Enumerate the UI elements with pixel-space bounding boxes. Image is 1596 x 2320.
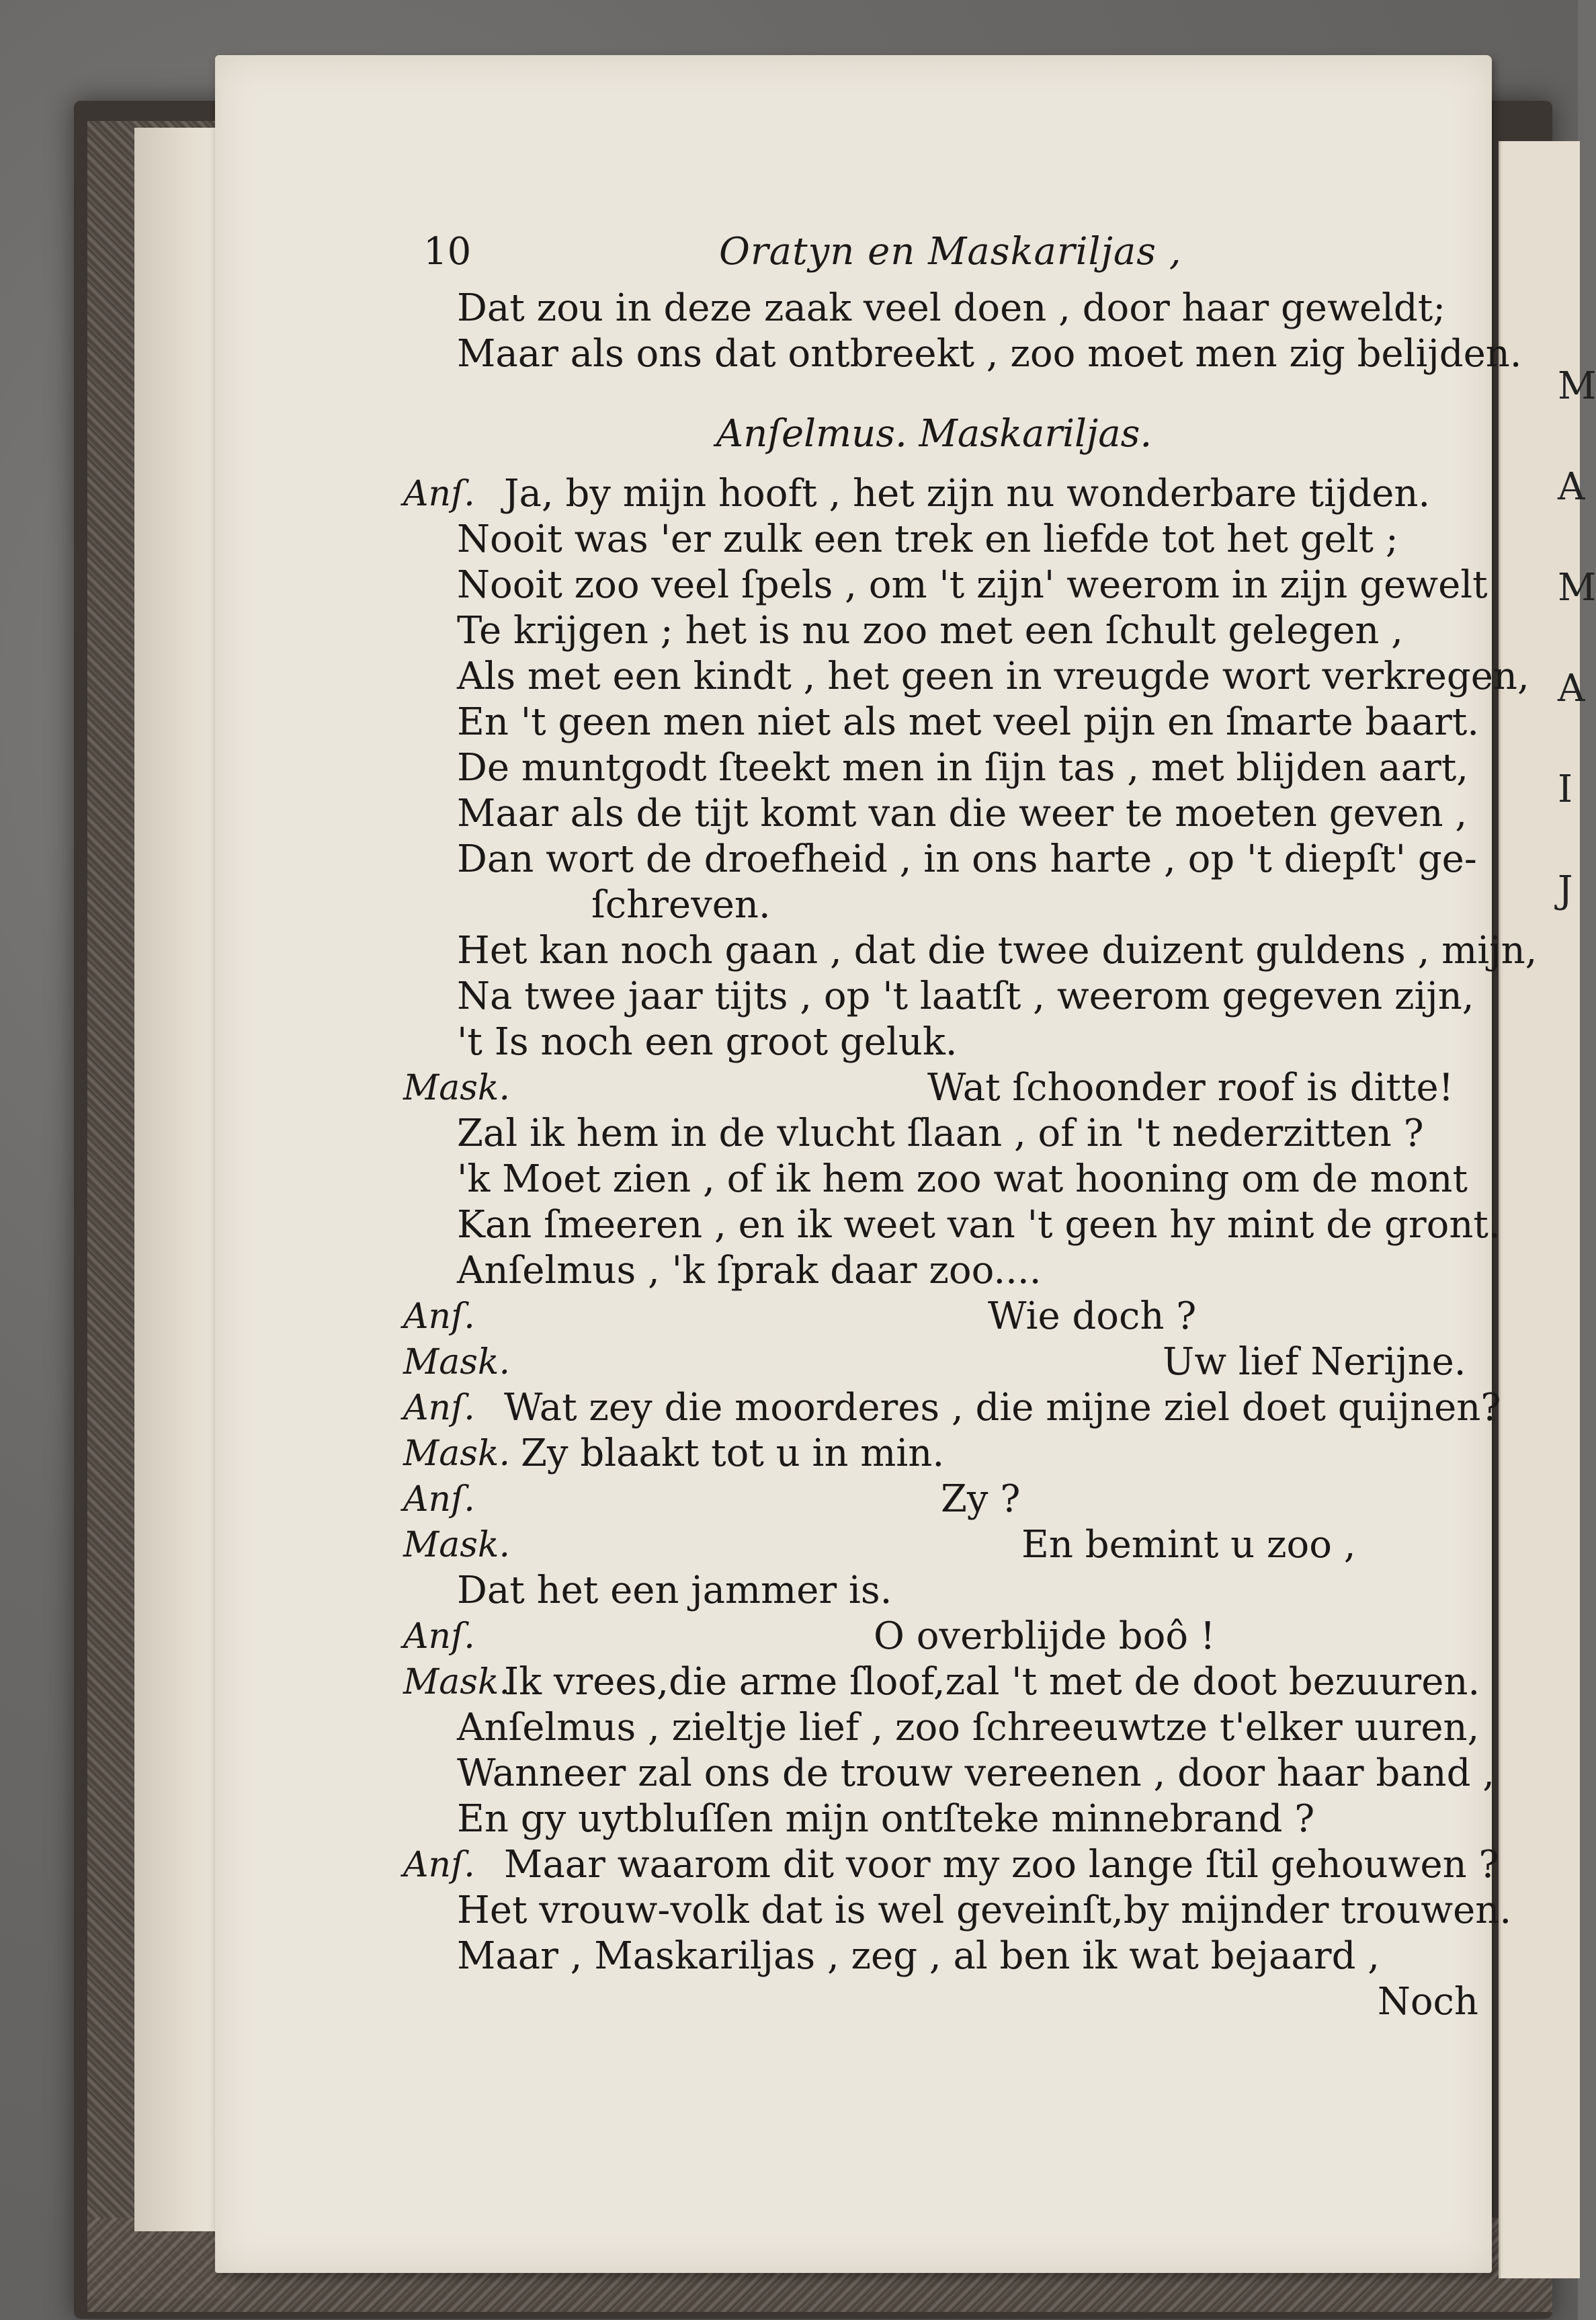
verse-line bbox=[403, 791, 1505, 837]
verse-text-span: Het kan noch gaan , dat die twee duizent guldens , mijn, bbox=[457, 929, 1538, 972]
verse-text-span: ſchreven. bbox=[591, 883, 771, 927]
verse-text-span: Anſelmus , zieltje lief , zoo ſchreeuwtze t'elker uuren, bbox=[457, 1706, 1480, 1749]
verse-text-span: De muntgodt ſteekt men in ſijn tas , met blijden aart, bbox=[457, 746, 1469, 790]
verse-text-span: Dan wort de droefheid , in ons harte , op 't diepſt' ge- bbox=[457, 837, 1477, 881]
verse-line bbox=[403, 1568, 1505, 1614]
verse-text-span: Wanneer zal ons de trouw vereenen , door haar band , bbox=[457, 1751, 1495, 1795]
verse-line bbox=[403, 1522, 1505, 1568]
verse-text-span: En bemint u zoo , bbox=[1021, 1523, 1356, 1567]
verse-text-span: Het vrouw-volk dat is wel geveinſt,by mijnder trouwen. bbox=[457, 1889, 1512, 1932]
verse-text-span: Ik vrees,die arme ſloof,zal 't met de doot bezuuren. bbox=[504, 1660, 1480, 1704]
verse-text-span: Wat ſchoonder roof is ditte! bbox=[927, 1066, 1454, 1110]
verse-line bbox=[403, 563, 1505, 608]
verse-line bbox=[403, 286, 1505, 331]
verse-text-span: Maar als ons dat ontbreekt , zoo moet men zig belijden. bbox=[457, 332, 1522, 376]
verse-text-span: Maar waarom dit voor my zoo lange ſtil gehouwen ? bbox=[504, 1843, 1499, 1887]
verse-text-span: Zal ik hem in de vlucht ſlaan , of in 't nederzitten ? bbox=[457, 1112, 1424, 1155]
verse-text bbox=[403, 286, 1538, 2025]
verse-text-span: Wat zey die moorderes , die mijne ziel doet quijnen? bbox=[504, 1386, 1501, 1430]
verse-text-span: Zy ? bbox=[941, 1477, 1021, 1521]
verse-text-span: Dat het een jammer is. bbox=[457, 1569, 892, 1612]
speaker-label: Anſ. bbox=[403, 1616, 475, 1657]
speaker-label: Anſ. bbox=[403, 1388, 475, 1428]
verse-text-span: Ja, by mijn hooft , het zijn nu wonderbare tijden. bbox=[504, 472, 1431, 515]
verse-text-span: Nooit zoo veel ſpels , om 't zijn' weerom in zijn gewelt bbox=[457, 563, 1488, 607]
verse-line bbox=[403, 608, 1505, 654]
verse-line bbox=[403, 1888, 1512, 1934]
verse-text-span: Anſelmus , 'k ſprak daar zoo.... bbox=[457, 1249, 1042, 1292]
verse-line bbox=[403, 1796, 1505, 1842]
verse-text-span: Maar als de tijt komt van die weer te moeten geven , bbox=[457, 792, 1468, 835]
verse-text-span: Maar , Maskariljas , zeg , al ben ik wat bejaard , bbox=[457, 1934, 1380, 1978]
speaker-label: Anſ. bbox=[403, 1479, 475, 1520]
verse-line bbox=[403, 1614, 1505, 1659]
verse-text-span: Nooit was 'er zulk een trek en liefde tot het gelt ; bbox=[457, 517, 1398, 561]
verse-line bbox=[403, 974, 1505, 1020]
speaker-label: Anſ. bbox=[403, 1845, 475, 1885]
page-stack-edge bbox=[134, 128, 228, 2231]
verse-line bbox=[403, 1294, 1505, 1339]
verse-line bbox=[403, 1705, 1505, 1751]
verse-line bbox=[403, 1842, 1505, 1888]
speaker-label: Mask. bbox=[403, 1662, 510, 1702]
speaker-label: Anſ. bbox=[403, 474, 475, 514]
verse-line bbox=[403, 1248, 1505, 1294]
facing-page-letters: M A M A I J bbox=[1558, 364, 1596, 912]
speaker-label: Anſ. bbox=[403, 1296, 475, 1337]
verse-text-span: Dat zou in deze zaak veel doen , door haar geweldt; bbox=[457, 286, 1446, 330]
verse-text-span: Kan ſmeeren , en ik weet van 't geen hy mint de gront. bbox=[457, 1203, 1501, 1247]
verse-line bbox=[403, 1157, 1505, 1202]
catchword: Noch bbox=[1377, 1980, 1478, 2024]
verse-line bbox=[403, 1111, 1505, 1157]
running-title: Oratyn en Maskariljas , bbox=[719, 230, 1182, 274]
verse-line bbox=[403, 1202, 1505, 1248]
verse-line bbox=[403, 1477, 1505, 1522]
verse-text-span: 'k Moet zien , of ik hem zoo wat hooning om de mont bbox=[457, 1157, 1468, 1201]
speaker-label: Mask. bbox=[403, 1525, 510, 1565]
verse-line bbox=[403, 1339, 1505, 1385]
verse-text-span: Te krijgen ; het is nu zoo met een ſchult gelegen , bbox=[457, 609, 1403, 653]
page-number: 10 bbox=[423, 230, 472, 274]
verse-line bbox=[403, 928, 1538, 974]
scene-heading: Anſelmus. Maskariljas. bbox=[716, 412, 1152, 456]
verse-line bbox=[403, 1659, 1505, 1705]
verse-line bbox=[403, 1934, 1505, 1979]
verse-line bbox=[403, 1431, 1505, 1477]
verse-text-span: Na twee jaar tijts , op 't laatſt , weerom gegeven zijn, bbox=[457, 975, 1474, 1018]
verse-line bbox=[403, 331, 1522, 377]
verse-line bbox=[403, 654, 1529, 700]
verse-line bbox=[403, 745, 1505, 791]
verse-text-span: Als met een kindt , het geen in vreugde wort verkregen, bbox=[457, 655, 1529, 698]
verse-text-span: Zy blaakt tot u in min. bbox=[521, 1432, 945, 1475]
verse-line bbox=[403, 1751, 1505, 1796]
verse-text-span: En 't geen men niet als met veel pijn en ſmarte baart. bbox=[457, 700, 1480, 744]
speaker-label: Mask. bbox=[403, 1342, 510, 1382]
speaker-label: Mask. bbox=[403, 1068, 510, 1108]
verse-line bbox=[403, 1065, 1505, 1111]
verse-line bbox=[403, 1020, 1505, 1065]
verse-text-span: Wie doch ? bbox=[988, 1294, 1197, 1338]
verse-line bbox=[403, 517, 1505, 563]
verse-line bbox=[403, 700, 1505, 745]
verse-line bbox=[403, 837, 1505, 882]
verse-line bbox=[403, 1385, 1505, 1431]
verse-text-span: En gy uytbluſſen mijn ontſteke minnebrand ? bbox=[457, 1797, 1315, 1841]
verse-line bbox=[403, 882, 1505, 928]
verse-text-span: O overblijde boô ! bbox=[874, 1614, 1216, 1658]
speaker-label: Mask. bbox=[403, 1434, 510, 1474]
verse-line bbox=[403, 471, 1505, 517]
verse-text-span: Uw lief Nerijne. bbox=[1163, 1340, 1466, 1384]
verse-text-span: 't Is noch een groot geluk. bbox=[457, 1020, 958, 1064]
